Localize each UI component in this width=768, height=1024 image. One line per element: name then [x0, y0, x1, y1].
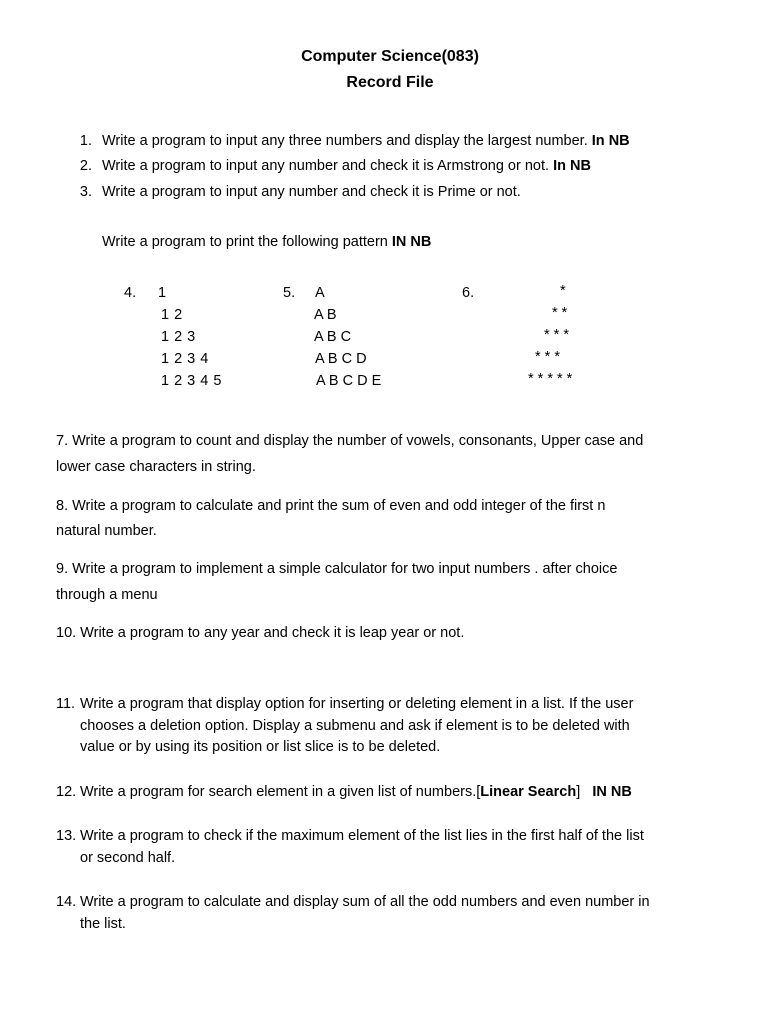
list-item-line: value or by using its position or list slice is to be deleted.	[80, 739, 441, 755]
list-item-line: lower case characters in string.	[56, 459, 256, 475]
pattern-intro-text: Write a program to print the following pattern	[102, 234, 392, 250]
list-item-line: or second half.	[80, 850, 176, 866]
list-item	[102, 158, 591, 174]
list-item-line	[80, 784, 632, 800]
item-text: ]	[576, 784, 593, 800]
pattern-6-row: *	[560, 283, 566, 299]
pattern-4-number: 4.	[124, 285, 137, 301]
pattern-4-row: 1 2 3 4 5	[161, 373, 222, 389]
item-text: Write a program to input any number and check it is Prime or not.	[102, 184, 521, 200]
item-number: 13.	[56, 828, 77, 844]
pattern-5-row: A	[315, 285, 325, 301]
pattern-4-row: 1 2	[161, 307, 183, 323]
list-item-line: 7. Write a program to count and display the number of vowels, consonants, Upper case and	[56, 433, 644, 449]
list-item-line: Write a program that display option for inserting or deleting element in a list. If the user	[80, 696, 634, 712]
pattern-6-row: * * * * *	[528, 371, 573, 387]
pattern-4-row: 1 2 3	[161, 329, 196, 345]
list-item-line: Write a program to check if the maximum element of the list lies in the first half of the list	[80, 828, 644, 844]
item-bold: In NB	[553, 158, 591, 174]
list-item-line: natural number.	[56, 523, 157, 539]
pattern-6-number: 6.	[462, 285, 475, 301]
pattern-6-row: * *	[552, 305, 568, 321]
list-item-line: 9. Write a program to implement a simple calculator for two input numbers . after choice	[56, 561, 618, 577]
list-item	[102, 133, 630, 149]
item-text: Write a program to input any three numbers and display the largest number.	[102, 133, 592, 149]
item-number: 3.	[79, 184, 92, 200]
pattern-4-row: 1	[158, 285, 167, 301]
list-item-line: Write a program to calculate and display sum of all the odd numbers and even number in	[80, 894, 650, 910]
item-bold: Linear Search	[480, 784, 577, 800]
list-item	[102, 184, 521, 200]
pattern-intro-bold: IN NB	[391, 234, 432, 250]
item-text: Write a program for search element in a given list of numbers.[	[80, 784, 481, 800]
item-bold: IN NB	[592, 784, 632, 800]
pattern-5-row: A B C	[314, 329, 352, 345]
pattern-6-row: * * *	[535, 349, 560, 365]
pattern-6-row: * * *	[544, 327, 569, 343]
page-subtitle: Record File	[346, 74, 434, 91]
page-title: Computer Science(083)	[301, 48, 479, 65]
list-item-line: the list.	[80, 916, 126, 932]
pattern-5-row: A B	[314, 307, 337, 323]
list-item-line: through a menu	[56, 587, 158, 603]
list-item-line: 8. Write a program to calculate and print the sum of even and odd integer of the first n	[56, 498, 606, 514]
pattern-5-row: A B C D E	[316, 373, 382, 389]
pattern-5-row: A B C D	[315, 351, 367, 367]
pattern-5-number: 5.	[283, 285, 296, 301]
item-number: 14.	[56, 894, 77, 910]
item-number: 12.	[56, 784, 77, 800]
item-bold: In NB	[591, 133, 630, 149]
item-text: Write a program to input any number and check it is Armstrong or not.	[102, 158, 554, 174]
item-number: 1.	[79, 133, 92, 149]
item-number: 11.	[56, 696, 76, 712]
pattern-intro	[102, 234, 431, 250]
list-item-line: 10. Write a program to any year and check it is leap year or not.	[56, 625, 465, 641]
pattern-4-row: 1 2 3 4	[161, 351, 209, 367]
item-number: 2.	[79, 158, 92, 174]
list-item-line: chooses a deletion option. Display a submenu and ask if element is to be deleted with	[80, 718, 630, 734]
